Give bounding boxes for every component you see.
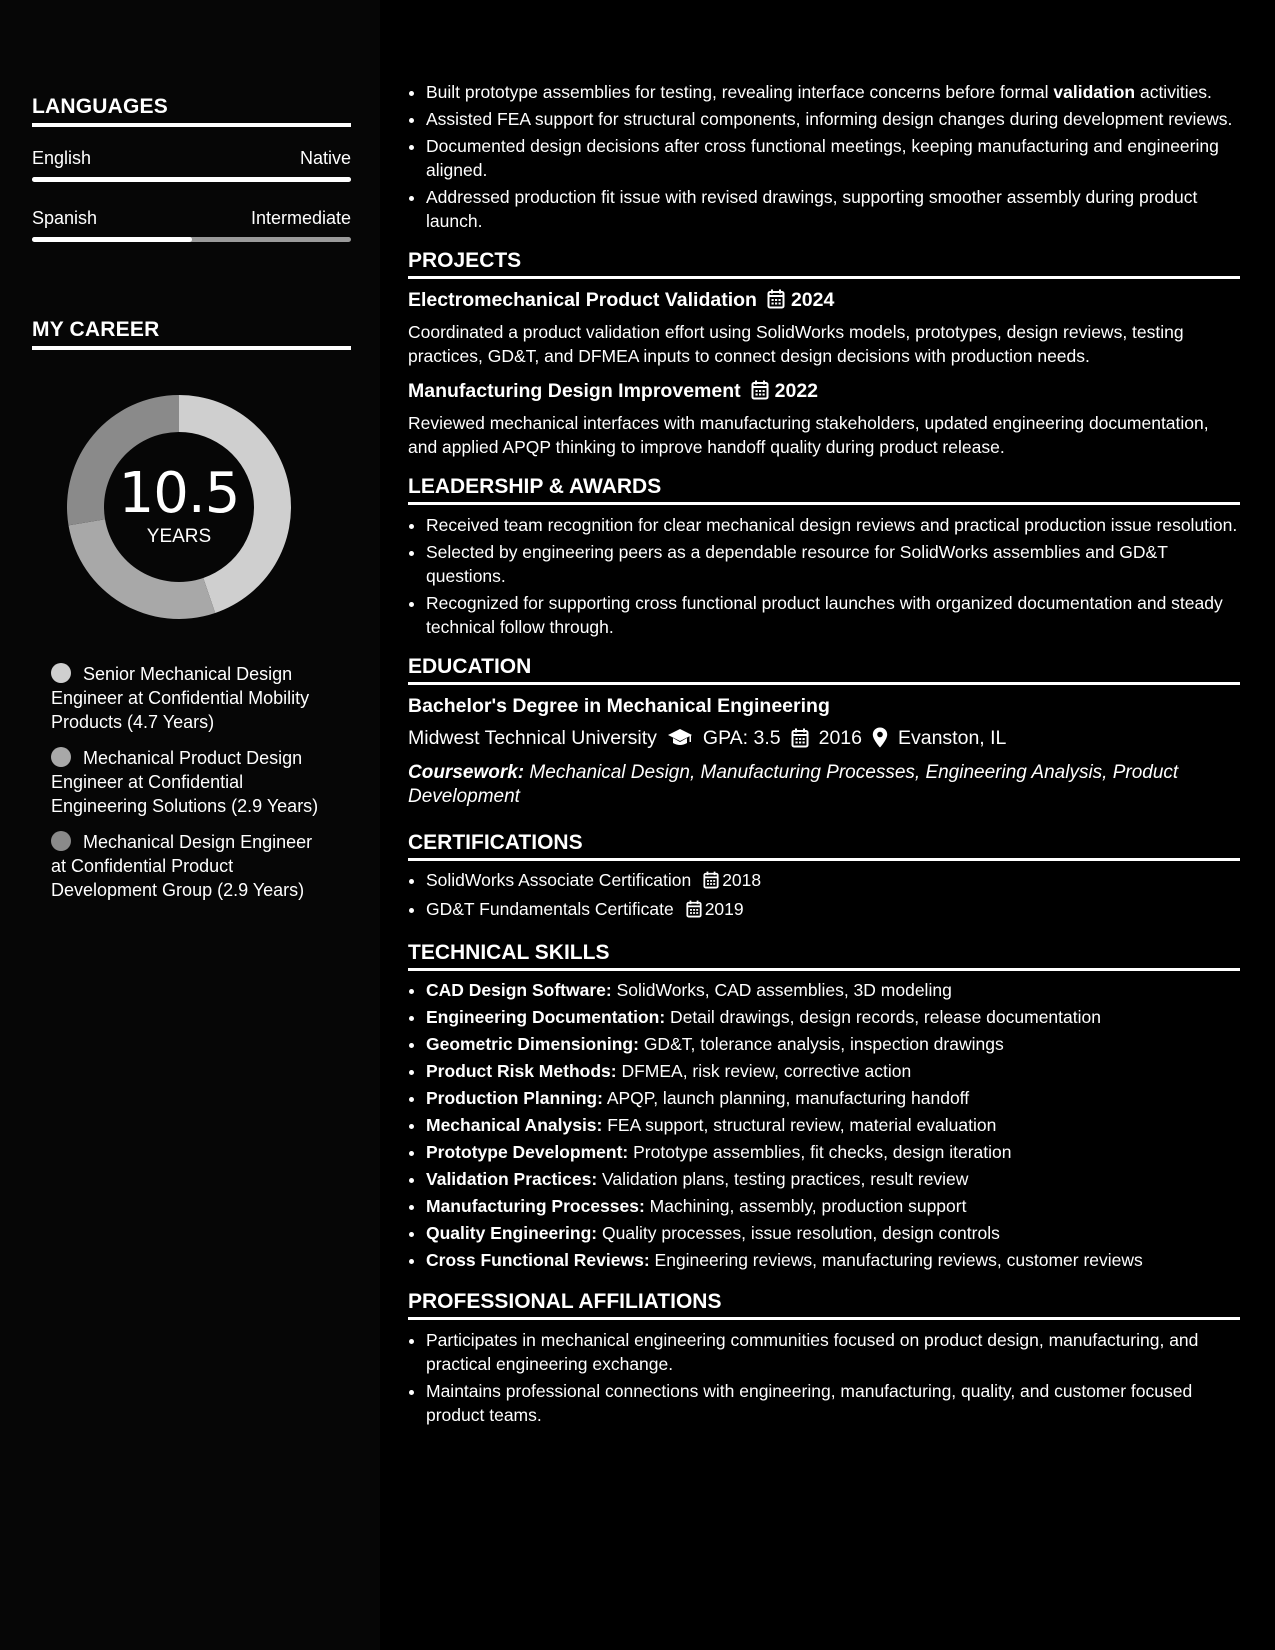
language-proficiency-fill (32, 237, 192, 242)
skills-list (408, 977, 1240, 1274)
certification-list (408, 867, 1240, 925)
skill-value: GD&T, tolerance analysis, inspection drawings (638, 1034, 1004, 1054)
career-total-unit: YEARS (146, 526, 212, 547)
project-title: Electromechanical Product Validation (408, 289, 757, 311)
leadership-item: • Recognized for supporting cross functional product launches with organized documentation and steady technical follow through. (426, 591, 1240, 639)
certification-name: SolidWorks Associate Certification (426, 870, 692, 890)
calendar-icon (791, 728, 809, 755)
language-level: Native (299, 148, 351, 168)
language-proficiency-fill (32, 177, 351, 182)
skill-value: DFMEA, risk review, corrective action (616, 1061, 912, 1081)
career-role-text: Mechanical Product Design Engineer at Confidential Engineering Solutions (2.9 Years) (51, 748, 319, 816)
bullet-text: activities. (1135, 82, 1212, 102)
skill-label: Engineering Documentation: (426, 1007, 666, 1027)
skill-value: FEA support, structural review, material evaluation (602, 1115, 997, 1135)
skill-label: Quality Engineering: (426, 1223, 598, 1243)
location-pin-icon (872, 727, 888, 755)
skill-label: Validation Practices: (426, 1169, 598, 1189)
affiliation-item: • Maintains professional connections with engineering, manufacturing, quality, and customer focused product teams. (426, 1379, 1240, 1427)
language-level: Intermediate (250, 208, 351, 228)
education-location: Evanston, IL (897, 727, 1007, 749)
certification-year: 2019 (704, 899, 744, 919)
experience-bullet-list (408, 80, 1240, 233)
project-item (408, 287, 1240, 368)
career-role (51, 662, 331, 734)
skill-item (426, 1031, 1240, 1058)
skill-value: APQP, launch planning, manufacturing handoff (602, 1088, 970, 1108)
skill-label: Mechanical Analysis: (426, 1115, 603, 1135)
affiliations-heading: PROFESSIONAL AFFILIATIONS (408, 1290, 1240, 1320)
leadership-item: • Selected by engineering peers as a dependable resource for SolidWorks assemblies and GD&T questions. (426, 540, 1240, 588)
project-description: Coordinated a product validation effort using SolidWorks models, prototypes, design reviews, testing practices, GD&T, and DFMEA inputs to connect design decisions with production needs. (408, 322, 1184, 366)
project-year: 2024 (790, 289, 835, 311)
language-proficiency-bar (32, 177, 351, 182)
skill-label: CAD Design Software: (426, 980, 612, 1000)
skills-heading: TECHNICAL SKILLS (408, 941, 1240, 971)
legend-dot-icon (51, 663, 71, 683)
legend-dot-icon (51, 831, 71, 851)
sidebar-content (32, 95, 351, 914)
education-coursework (408, 761, 1240, 809)
coursework-text: Mechanical Design, Manufacturing Processes, Engineering Analysis, Product Development (408, 762, 1179, 807)
skill-label: Cross Functional Reviews: (426, 1250, 650, 1270)
skill-value: Prototype assemblies, fit checks, design iteration (628, 1142, 1012, 1162)
certification-item (426, 867, 1240, 896)
experience-bullet: • Addressed production fit issue with revised drawings, supporting smoother assembly during product launch. (426, 185, 1240, 233)
skill-item (426, 1085, 1240, 1112)
bullet-bold-text: validation (1053, 82, 1136, 102)
skill-label: Geometric Dimensioning: (426, 1034, 639, 1054)
project-description: Reviewed mechanical interfaces with manufacturing stakeholders, updated engineering documentation, and applied APQP thinking to improve handoff quality during product release. (408, 413, 1209, 457)
project-item (408, 378, 1240, 459)
experience-bullet: • Documented design decisions after cross functional meetings, keeping manufacturing and engineering aligned. (426, 134, 1240, 182)
leadership-list (408, 513, 1240, 639)
education-meta (408, 725, 1240, 755)
skill-item (426, 1166, 1240, 1193)
skill-value: Validation plans, testing practices, result review (597, 1169, 969, 1189)
calendar-icon (703, 870, 719, 896)
language-name: Spanish (32, 208, 98, 228)
project-title: Manufacturing Design Improvement (408, 380, 741, 402)
language-name: English (32, 148, 92, 168)
career-donut-chart (66, 394, 292, 620)
education-year: 2016 (818, 727, 862, 749)
skill-item (426, 1193, 1240, 1220)
career-role-text: Mechanical Design Engineer at Confidential Product Development Group (2.9 Years) (51, 832, 313, 900)
skill-label: Production Planning: (426, 1088, 603, 1108)
language-item (32, 207, 351, 242)
skill-item (426, 1058, 1240, 1085)
education-gpa: GPA: 3.5 (702, 727, 781, 749)
projects-heading: PROJECTS (408, 249, 1240, 279)
skill-label: Product Risk Methods: (426, 1061, 617, 1081)
career-role-text: Senior Mechanical Design Engineer at Confidential Mobility Products (4.7 Years) (51, 664, 310, 732)
career-total-years: 10.5 (118, 461, 240, 526)
languages-heading: LANGUAGES (32, 95, 351, 127)
skill-item (426, 1220, 1240, 1247)
bullet-text: Built prototype assemblies for testing, revealing interface concerns before formal (426, 82, 1054, 102)
affiliation-item: • Participates in mechanical engineering communities focused on product design, manufacturing, and practical engineering exchange. (426, 1328, 1240, 1376)
calendar-icon (751, 380, 769, 407)
calendar-icon (686, 899, 702, 925)
skill-value: Quality processes, issue resolution, design controls (597, 1223, 1000, 1243)
legend-dot-icon (51, 747, 71, 767)
education-school: Midwest Technical University (408, 727, 657, 749)
experience-bullet (426, 80, 1240, 104)
project-year: 2022 (774, 380, 819, 402)
skill-label: Manufacturing Processes: (426, 1196, 645, 1216)
graduation-cap-icon (667, 728, 693, 755)
career-role (51, 746, 331, 818)
experience-bullet: • Assisted FEA support for structural components, informing design changes during development reviews. (426, 107, 1240, 131)
skill-item (426, 1139, 1240, 1166)
skill-value: Machining, assembly, production support (644, 1196, 967, 1216)
coursework-label: Coursework: (408, 762, 525, 783)
skill-value: SolidWorks, CAD assemblies, 3D modeling (611, 980, 952, 1000)
education-degree: Bachelor's Degree in Mechanical Engineering (408, 695, 830, 717)
skill-item (426, 1004, 1240, 1031)
career-heading: MY CAREER (32, 318, 351, 350)
sidebar (0, 0, 380, 1650)
skill-label: Prototype Development: (426, 1142, 629, 1162)
certification-name: GD&T Fundamentals Certificate (426, 899, 674, 919)
career-role (51, 830, 331, 902)
certifications-heading: CERTIFICATIONS (408, 831, 1240, 861)
certification-item (426, 896, 1240, 925)
leadership-item: • Received team recognition for clear mechanical design reviews and practical production issue resolution. (426, 513, 1240, 537)
skill-value: Engineering reviews, manufacturing reviews, customer reviews (649, 1250, 1143, 1270)
skill-value: Detail drawings, design records, release documentation (665, 1007, 1101, 1027)
main-content (408, 80, 1240, 1430)
skill-item (426, 1247, 1240, 1274)
affiliations-list (408, 1328, 1240, 1427)
language-item (32, 147, 351, 182)
language-proficiency-bar (32, 237, 351, 242)
leadership-heading: LEADERSHIP & AWARDS (408, 475, 1240, 505)
certification-year: 2018 (722, 870, 762, 890)
skill-item (426, 1112, 1240, 1139)
career-role-list (51, 662, 331, 902)
calendar-icon (767, 289, 785, 316)
skill-item (426, 977, 1240, 1004)
education-heading: EDUCATION (408, 655, 1240, 685)
